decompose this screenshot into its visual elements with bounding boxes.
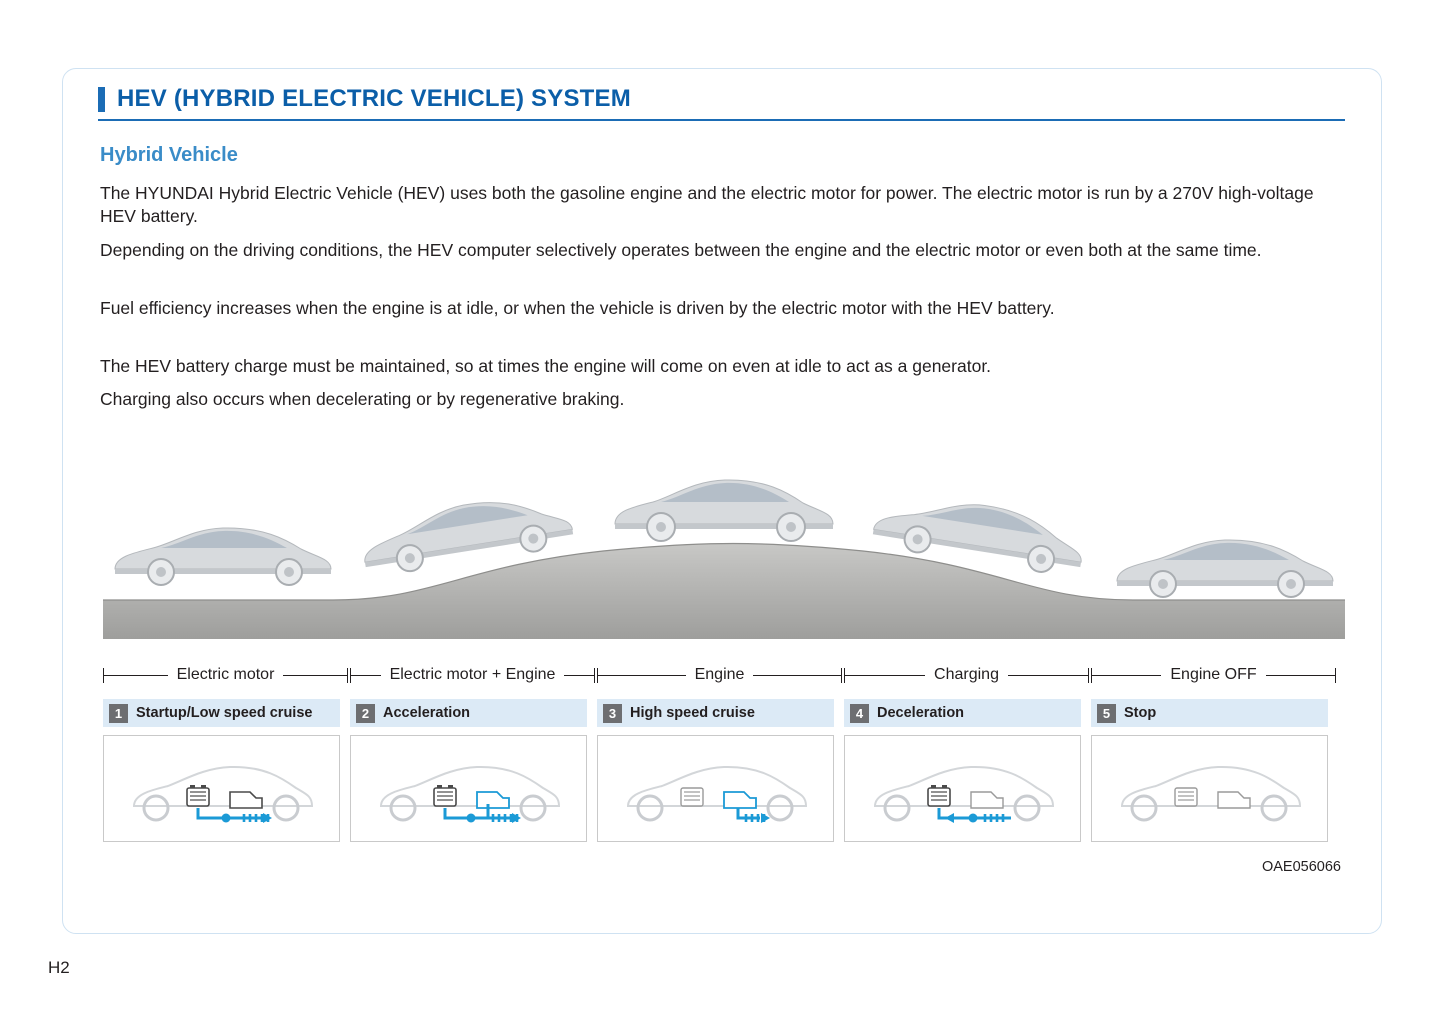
bracket-line-left (1092, 675, 1161, 676)
bracket-line-right (564, 675, 594, 676)
battery-icon (187, 788, 209, 806)
phase-label: Electric motor (176, 666, 275, 683)
bracket-line-left (845, 675, 925, 676)
car-illustration-3 (603, 469, 843, 544)
bracket-line-left (104, 675, 168, 676)
step-header-1 (103, 699, 340, 727)
paragraph-1: The HYUNDAI Hybrid Electric Vehicle (HEV) uses both the gasoline engine and the electric motor for power. The electric motor is run by a 270V high-voltage HEV battery. (100, 183, 1314, 227)
step-card-1 (103, 699, 340, 842)
bracket-line-left (351, 675, 381, 676)
phase-bracket-row (103, 661, 1348, 689)
powerflow-diagram-1 (104, 736, 339, 841)
step-diagram-box-4 (844, 735, 1081, 842)
phase-bracket-2 (350, 661, 595, 689)
page-title-row (98, 85, 698, 113)
phase-label: Engine OFF (1170, 666, 1257, 683)
step-label: High speed cruise (630, 705, 755, 721)
bracket-line-right (1008, 675, 1088, 676)
bracket-line-left (598, 675, 686, 676)
title-accent-bar (98, 87, 105, 112)
phase-label: Charging (934, 666, 999, 683)
step-card-3 (597, 699, 834, 842)
engine-icon (724, 792, 756, 808)
section-heading: Hybrid Vehicle (100, 144, 238, 166)
bracket-line-right (283, 675, 347, 676)
step-card-2 (350, 699, 587, 842)
battery-icon (434, 788, 456, 806)
phase-label: Engine (694, 666, 745, 683)
phase-label: Electric motor + Engine (389, 666, 556, 683)
step-header-3 (597, 699, 834, 727)
engine-icon (230, 792, 262, 808)
powerflow-diagram-2 (351, 736, 586, 841)
engine-icon (1218, 792, 1250, 808)
bracket-line-right (1266, 675, 1335, 676)
battery-icon (928, 788, 950, 806)
step-number-badge: 5 (1097, 704, 1116, 723)
step-number-badge: 2 (356, 704, 375, 723)
paragraph-2: Depending on the driving conditions, the HEV computer selectively operates between the engine and the electric motor or even both at the same time. (100, 240, 1262, 260)
step-header-5 (1091, 699, 1328, 727)
phase-bracket-4 (844, 661, 1089, 689)
powerflow-diagram-5 (1092, 736, 1327, 841)
step-card-4 (844, 699, 1081, 842)
car-illustration-1 (103, 517, 343, 587)
powerflow-diagram-4 (845, 736, 1080, 841)
step-label: Acceleration (383, 705, 471, 721)
bracket-line-right (753, 675, 841, 676)
bracket-cap-right (1088, 668, 1089, 683)
battery-icon (681, 788, 703, 806)
paragraph-4: The HEV battery charge must be maintained, so at times the engine will come on even at idle to act as a generator. (100, 356, 992, 376)
step-header-2 (350, 699, 587, 727)
step-number-badge: 1 (109, 704, 128, 723)
step-label: Stop (1124, 705, 1157, 721)
title-underline (98, 119, 1345, 121)
phase-bracket-5 (1091, 661, 1336, 689)
page-number: H2 (48, 958, 70, 977)
phase-bracket-3 (597, 661, 842, 689)
step-label: Deceleration (877, 705, 965, 721)
step-diagram-box-5 (1091, 735, 1328, 842)
figure-code: OAE056066 (1261, 859, 1341, 875)
bracket-cap-right (841, 668, 842, 683)
battery-icon (1175, 788, 1197, 806)
step-card-5 (1091, 699, 1328, 842)
step-diagram-box-1 (103, 735, 340, 842)
paragraph-3: Fuel efficiency increases when the engine is at idle, or when the vehicle is driven by the electric motor with the HEV battery. (100, 298, 1055, 318)
bracket-cap-right (347, 668, 348, 683)
powerflow-diagram-3 (598, 736, 833, 841)
engine-icon (477, 792, 509, 808)
step-cards-row (103, 699, 1348, 919)
car-illustration-5 (1105, 529, 1345, 599)
content-card (62, 68, 1382, 934)
step-header-4 (844, 699, 1081, 727)
step-diagram-box-3 (597, 735, 834, 842)
step-number-badge: 3 (603, 704, 622, 723)
hybrid-driving-illustration (103, 439, 1345, 639)
step-label: Startup/Low speed cruise (136, 705, 313, 721)
engine-icon (971, 792, 1003, 808)
paragraph-5: Charging also occurs when decelerating or by regenerative braking. (100, 389, 625, 409)
bracket-cap-right (594, 668, 595, 683)
bracket-cap-right (1335, 668, 1336, 683)
page-title: HEV (HYBRID ELECTRIC VEHICLE) SYSTEM (117, 85, 631, 112)
step-diagram-box-2 (350, 735, 587, 842)
step-number-badge: 4 (850, 704, 869, 723)
phase-bracket-1 (103, 661, 348, 689)
